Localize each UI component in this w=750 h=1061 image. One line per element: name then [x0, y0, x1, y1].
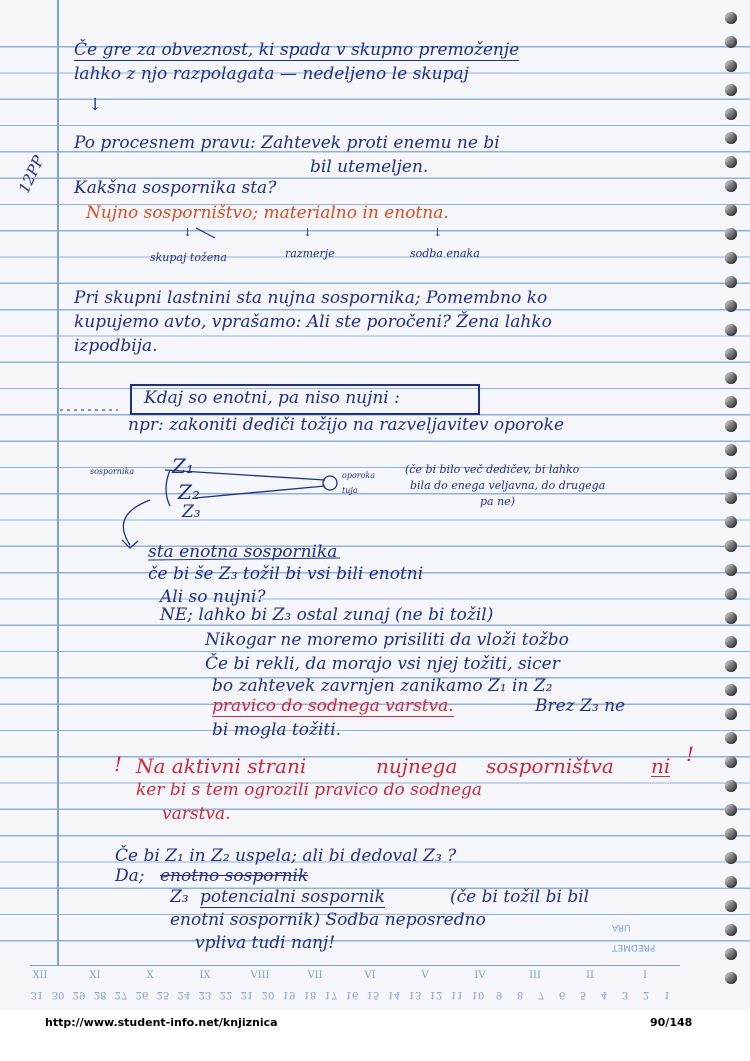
ruler-roman: II — [586, 970, 594, 981]
ruler-number: 6 — [558, 989, 566, 1000]
ruler-number: 18 — [303, 989, 317, 1000]
side-label: sospornika — [90, 467, 135, 476]
warning-mark: ! — [114, 752, 123, 776]
ruler-number: 26 — [135, 989, 149, 1000]
answer-line-6: Če bi rekli, da morajo vsi njej tožiti, sicer — [205, 654, 560, 674]
notebook-stamp — [612, 922, 682, 958]
question-line-3c: (če bi tožil bi bil — [450, 887, 590, 907]
side-note-2: bila do enega veljavna, do drugega — [410, 479, 606, 492]
ruler-roman: IX — [199, 970, 211, 981]
paragraph-line-1: Pri skupni lastnini sta nujna sospornika; Pomembno ko — [74, 288, 548, 308]
ruler-roman: I — [643, 970, 647, 981]
ruler-number: 22 — [219, 989, 233, 1000]
ruler-number: 12 — [429, 989, 443, 1000]
question-line-5: vpliva tudi nanj! — [195, 933, 336, 953]
ruler-number: 27 — [114, 989, 128, 1000]
underline-stroke — [148, 558, 340, 560]
ruler-roman: IV — [474, 970, 486, 981]
question-line-3b: potencialni sospornik — [200, 887, 385, 907]
footer-url-link[interactable]: http://www.student-info.net/knjiznica — [45, 1016, 278, 1029]
warning-line-1a: Na aktivni strani — [136, 754, 307, 778]
note-line-3b: bil utemeljen. — [310, 157, 429, 177]
ruler-number: 4 — [600, 989, 608, 1000]
target-label-1: oporoka — [342, 471, 376, 480]
question-line-4: enotni sospornik) Sodba neposredno — [170, 910, 486, 930]
side-note-3: pa ne) — [480, 495, 515, 508]
warning-line-1b: nujnega — [376, 754, 458, 778]
diagram-target-circle — [323, 476, 337, 490]
note-line-3a: Po procesnem pravu: Zahtevek proti enemu ne bi — [74, 133, 500, 153]
sub-arrow-icon: ↓ — [433, 226, 443, 239]
ruler-number: 14 — [387, 989, 401, 1000]
question-line-1: Če bi Z₁ in Z₂ uspela; ali bi dedoval Z₃ ? — [115, 846, 457, 866]
note-answer-orange: Nujno sosporništvo; materialno in enotna. — [86, 203, 449, 223]
note-question: Kakšna sospornika sta? — [74, 178, 277, 198]
ruler-number: 8 — [516, 989, 524, 1000]
ruler-roman: X — [146, 970, 154, 981]
paragraph-line-3: izpodbija. — [74, 336, 158, 356]
example-line: npr: zakoniti dediči tožijo na razveljavitev oporoke — [128, 415, 564, 435]
page-number: 90/148 — [650, 1016, 693, 1029]
ruler-number: 11 — [450, 989, 464, 1000]
side-note-1: (če bi bilo več dedičev, bi lahko — [405, 463, 580, 476]
ruler-roman: V — [421, 970, 429, 981]
answer-line-8b: Brez Z₃ ne — [535, 696, 626, 716]
boxed-heading: Kdaj so enotni, pa niso nujni : — [144, 388, 400, 408]
answer-line-1: sta enotna sospornika — [148, 542, 338, 562]
ruler-number: 2 — [642, 989, 650, 1000]
ruler-number: 9 — [495, 989, 503, 1000]
ruler-number: 3 — [621, 989, 629, 1000]
question-line-3a: Z₃ — [170, 887, 189, 907]
note-line-1: Če gre za obveznost, ki spada v skupno premoženje — [74, 40, 520, 60]
ruler-number: 13 — [408, 989, 422, 1000]
sub-arrow-icon: ↓ — [183, 226, 193, 239]
ruler-number: 20 — [261, 989, 275, 1000]
note-line-2: lahko z njo razpolagata — nedeljeno le skupaj — [74, 64, 469, 84]
warning-line-2: ker bi s tem ogrozili pravico do sodnega — [136, 780, 483, 800]
sub-label-2: razmerje — [285, 247, 335, 260]
ruler-number: 10 — [471, 989, 485, 1000]
answer-line-5: Nikogar ne moremo prisiliti da vloži tožbo — [205, 630, 569, 650]
question-line-2b: enotno sospornik — [160, 866, 309, 886]
ruler-number: 31 — [30, 989, 44, 1000]
ruler-number: 15 — [366, 989, 380, 1000]
margin-tag: 12PP — [14, 152, 48, 197]
warning-line-1e: ! — [686, 742, 695, 766]
z1-label: Z₁ — [172, 454, 194, 478]
ruler-number: 21 — [240, 989, 254, 1000]
page-ruler — [30, 965, 680, 1010]
sub-arrow-icon: ↓ — [303, 226, 313, 239]
answer-line-3: Ali so nujni? — [160, 587, 266, 607]
paragraph-line-2: kupujemo avto, vprašamo: Ali ste poročeni? Žena lahko — [74, 312, 552, 332]
ruler-number: 1 — [663, 989, 671, 1000]
sub-label-3: sodba enaka — [410, 247, 480, 260]
ruler-roman: XII — [32, 970, 48, 981]
ruler-number: 5 — [579, 989, 587, 1000]
ruler-roman: VI — [364, 970, 376, 981]
ruler-number: 30 — [51, 989, 65, 1000]
ruler-number: 25 — [156, 989, 170, 1000]
connector-stroke — [196, 228, 215, 238]
diagram-arrow — [123, 500, 150, 545]
question-line-2a: Da; — [115, 866, 145, 886]
target-label-2: tuja — [342, 486, 358, 495]
stamp-ura: URA — [612, 922, 631, 932]
diagram-brace — [166, 470, 170, 506]
warning-line-1d: ni — [651, 754, 671, 778]
ruler-number: 17 — [324, 989, 338, 1000]
ruler-number: 28 — [93, 989, 107, 1000]
answer-line-4: NE; lahko bi Z₃ ostal zunaj (ne bi tožil) — [160, 605, 494, 625]
z3-label: Z₃ — [182, 502, 201, 522]
ruler-roman: XI — [89, 970, 101, 981]
diagram-line-top — [165, 470, 325, 480]
stamp-predmet: PREDMET — [612, 942, 656, 952]
answer-line-2: če bi še Z₃ tožil bi vsi bili enotni — [148, 564, 424, 584]
ruler-roman: III — [529, 970, 541, 981]
warning-line-1c: sosporništva — [486, 754, 614, 778]
z2-label: Z₂ — [178, 480, 200, 504]
answer-line-7: bo zahtevek zavrnjen zanikamo Z₁ in Z₂ — [212, 676, 553, 696]
answer-line-9: bi mogla tožiti. — [212, 720, 342, 740]
ruler-number: 16 — [345, 989, 359, 1000]
answer-line-8a-underlined: pravico do sodnega varstva. — [212, 696, 454, 716]
ruler-number: 23 — [198, 989, 212, 1000]
ruler-number: 7 — [537, 989, 545, 1000]
arrow-down-icon: ↓ — [88, 95, 103, 115]
ruler-number: 19 — [282, 989, 296, 1000]
ruler-number: 24 — [177, 989, 191, 1000]
diagram-line-bottom — [195, 486, 325, 498]
warning-line-3: varstva. — [162, 804, 231, 824]
ruler-roman: VIII — [250, 970, 270, 981]
sub-label-1: skupaj tožena — [150, 251, 227, 264]
ruler-roman: VII — [307, 970, 323, 981]
ruler-number: 29 — [72, 989, 86, 1000]
